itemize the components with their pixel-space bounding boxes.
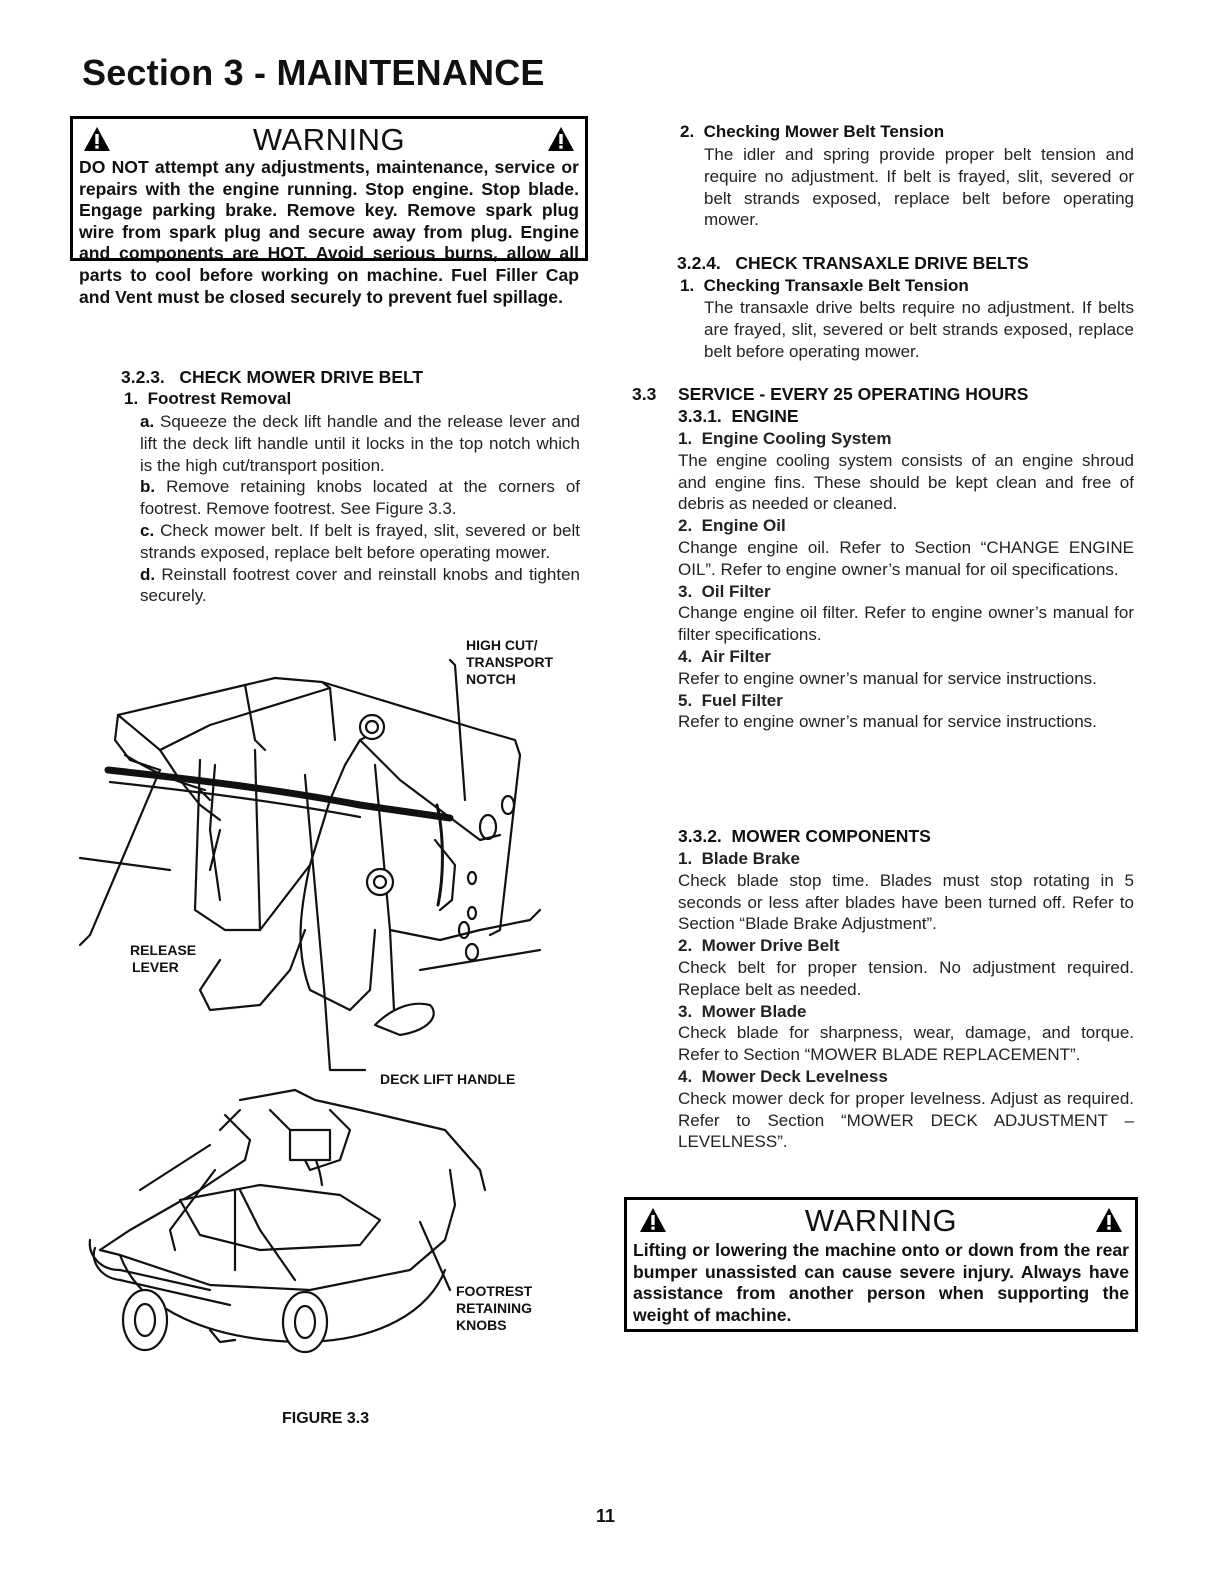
step-text: Remove retaining knobs located at the corners of footrest. Remove footrest. See Figure 3.3. xyxy=(140,477,580,519)
subheading-deck-levelness: 4. Mower Deck Levelness xyxy=(678,1066,888,1086)
step-text: Squeeze the deck lift handle and the release lever and lift the deck lift handle until it locks in the top notch which is the high cut/transport position. xyxy=(140,412,580,475)
engine-cooling-text: The engine cooling system consists of an engine shroud and engine fins. These should be kept clean and free of debris as needed or cleaned. xyxy=(678,450,1134,514)
step-b xyxy=(140,476,580,520)
warning-header xyxy=(79,119,579,161)
warning-text: DO NOT attempt any adjustments, maintenance, service or repairs with the engine running. Stop engine. Stop blade. Engage parking brake. Remove key. Remove spark plug wire from spark plug and secure away from plug. Engine and components are HOT. Avoid serious burns, allow all parts to cool before working on machine. Fuel Filler Cap and Vent must be closed securely to prevent fuel spillage. xyxy=(79,157,579,307)
section-heading-3-2-3: 3.2.3. CHECK MOWER DRIVE BELT xyxy=(121,367,424,387)
step-label: b. xyxy=(140,477,156,497)
step-label: c. xyxy=(140,520,155,540)
step-label: d. xyxy=(140,564,156,584)
label-line: HIGH CUT/ xyxy=(466,637,538,653)
subheading-air-filter: 4. Air Filter xyxy=(678,646,771,666)
subheading-mower-blade: 3. Mower Blade xyxy=(678,1001,807,1021)
label-line: KNOBS xyxy=(456,1317,507,1333)
section-heading-3-2-4: 3.2.4. CHECK TRANSAXLE DRIVE BELTS xyxy=(677,253,1029,273)
mower-drive-belt-text: Check belt for proper tension. No adjustment required. Replace belt as needed. xyxy=(678,957,1134,999)
warning-triangle-icon xyxy=(639,1207,667,1233)
section-heading-3-3: SERVICE - EVERY 25 OPERATING HOURS xyxy=(678,384,1029,404)
step-c xyxy=(140,520,580,564)
warning-heading: WARNING xyxy=(804,1203,958,1238)
step-text: Check mower belt. If belt is frayed, slit, severed or belt strands exposed, replace belt before operating mower. xyxy=(140,520,580,562)
subheading-fuel-filter: 5. Fuel Filter xyxy=(678,690,783,710)
label-high-cut-transport-notch xyxy=(466,637,553,688)
mower-deck-drawing xyxy=(90,1090,485,1352)
engine-oil-text: Change engine oil. Refer to Section “CHANGE ENGINE OIL”. Refer to engine owner’s manual for oil specifications. xyxy=(678,537,1134,579)
section-number-3-3: 3.3 xyxy=(632,384,657,404)
subheading-oil-filter: 3. Oil Filter xyxy=(678,581,771,601)
warning-triangle-icon xyxy=(547,126,575,152)
page-number: 11 xyxy=(596,1506,616,1526)
mower-belt-tension-text: The idler and spring provide proper belt tension and require no adjustment. If belt is frayed, slit, severed or belt strands exposed, replace belt before operating mower. xyxy=(704,145,1134,230)
subheading-mower-drive-belt: 2. Mower Drive Belt xyxy=(678,936,840,956)
warning-text: Lifting or lowering the machine onto or down from the rear bumper unassisted can cause severe injury. Always have assistance from another person when supporting the weight of machine. xyxy=(633,1240,1129,1325)
blade-brake-text: Check blade stop time. Blades must stop rotating in 5 seconds or less after blades have been turned off. Refer to Section “Blade Brake Adjustment”. xyxy=(678,870,1134,934)
section-heading-3-3-1: 3.3.1. ENGINE xyxy=(678,406,799,426)
step-text: Reinstall footrest cover and reinstall knobs and tighten securely. xyxy=(140,564,580,606)
footrest-steps xyxy=(140,411,580,607)
label-line: NOTCH xyxy=(466,671,516,687)
subheading-transaxle-belt-tension: 1. Checking Transaxle Belt Tension xyxy=(680,276,969,295)
mower-component-items xyxy=(678,848,1134,1153)
label-deck-lift-handle: DECK LIFT HANDLE xyxy=(380,1071,516,1087)
step-label: a. xyxy=(140,412,155,431)
label-line: LEVER xyxy=(132,959,179,975)
label-line: TRANSPORT xyxy=(466,654,554,670)
warning-heading: WARNING xyxy=(252,122,406,157)
label-line: RELEASE xyxy=(130,942,197,958)
deck-levelness-text: Check mower deck for proper levelness. Adjust as required. Refer to Section “MOWER DECK ADJUSTMENT – LEVELNESS”. xyxy=(678,1088,1134,1152)
air-filter-text: Refer to engine owner’s manual for service instructions. xyxy=(678,668,1097,688)
step-d xyxy=(140,564,580,608)
mower-blade-text: Check blade for sharpness, wear, damage, and torque. Refer to Section “MOWER BLADE REPLACEMENT”. xyxy=(678,1023,1134,1065)
figure-caption: FIGURE 3.3 xyxy=(282,1410,370,1427)
subheading-engine-oil: 2. Engine Oil xyxy=(678,516,786,536)
step-a xyxy=(140,411,580,476)
section-heading-3-3-2: 3.3.2. MOWER COMPONENTS xyxy=(678,826,931,846)
warning-triangle-icon xyxy=(1095,1207,1123,1233)
subheading-blade-brake: 1. Blade Brake xyxy=(678,849,800,868)
warning-box-bottom xyxy=(624,1197,1138,1332)
subheading-engine-cooling: 1. Engine Cooling System xyxy=(678,429,892,448)
page-title: Section 3 - MAINTENANCE xyxy=(82,52,545,93)
warning-triangle-icon xyxy=(83,126,111,152)
label-footrest-retaining-knobs xyxy=(456,1283,532,1334)
figure-3-3-illustration xyxy=(60,630,600,1370)
label-line: RETAINING xyxy=(456,1300,532,1316)
oil-filter-text: Change engine oil filter. Refer to engine owner’s manual for filter specifications. xyxy=(678,603,1134,645)
label-release-lever xyxy=(130,942,196,976)
subheading-mower-belt-tension: 2. Checking Mower Belt Tension xyxy=(680,122,945,141)
warning-header xyxy=(633,1200,1129,1242)
warning-box-top xyxy=(70,116,588,307)
subheading-footrest-removal: 1. Footrest Removal xyxy=(124,389,292,408)
label-line: FOOTREST xyxy=(456,1283,533,1299)
engine-service-items xyxy=(678,428,1134,733)
deck-lift-drawing xyxy=(80,660,540,1070)
transaxle-belt-text: The transaxle drive belts require no adjustment. If belts are frayed, slit, severed or belt strands exposed, replace belt before operating mower. xyxy=(704,298,1134,361)
fuel-filter-text: Refer to engine owner’s manual for service instructions. xyxy=(678,712,1097,732)
